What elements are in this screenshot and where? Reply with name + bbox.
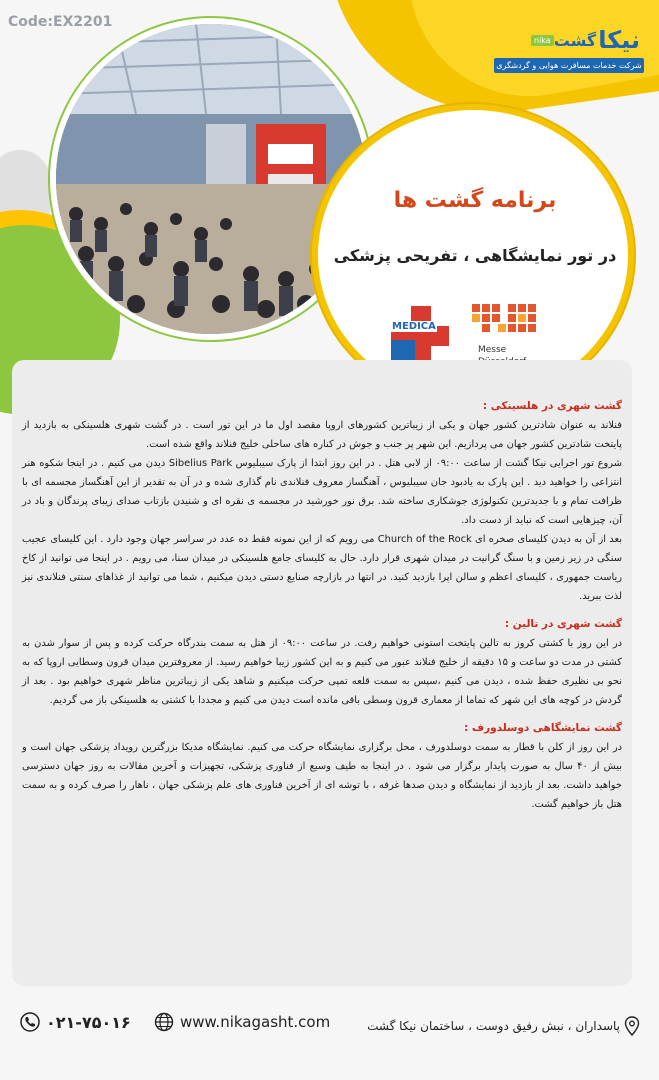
- footer-address: [350, 1016, 640, 1036]
- section-paragraph: در این روز با کشتی کروز به تالین پایتخت استونی خواهیم رفت. در ساعت ۰۹:۰۰ از هتل به سمت بندرگاه حرکت کرده و پس از سوار شدن به کشتی در مدت دو ساعت و ۱۵ دقیقه از خلیج فنلاند عبور می کنیم و به این کشور زیبا خواهیم رسید. از معروفترین میدان قرون وسطایی اروپا که به نحو بی نظیری حفظ شده ، دیدن می کنیم ،سپس به سمت قلعه تمپی حرکت میکنیم و شاهد یکی از زیباترین مناظر شهری خواهیم بود . بعد از گردش در کوچه های این شهر که تماما از معماری قرون وسطی باقی مانده است دیدن می کنیم و مجددا با کشتی به هلسینکی باز می گردیم.: [22, 638, 623, 706]
- logo-word: گشت: [553, 30, 597, 50]
- logo-name: نیکا: [598, 26, 640, 54]
- section-heading-helsinki: گشت شهری در هلسینکی :: [482, 400, 622, 412]
- product-code: Code:EX2201: [8, 14, 113, 30]
- footer-phone[interactable]: [20, 1012, 131, 1032]
- section-paragraph: در این روز از کلن با قطار به سمت دوسلدورف ، محل برگزاری نمایشگاه حرکت می کنیم. نمایشگاه مدیکا بزرگترین رویداد پزشکی جهان است و بیش از ۴۰ سال به صورت پایدار برگزار می شود . در اینجا به طیف وسیع از فناوری پزشکی، تجهیزات و آخرین مقالات به روز جهان دسترسی خواهید داشت. بعد از بازدید از نمایشگاه و دیدن صدها غرفه ، با توشه ای از آخرین فناوری های علم پزشکی جهان ، ناهار را صرف کرده و به سمت هتل باز خواهیم گشت.: [22, 742, 622, 810]
- medica-logo: [391, 306, 449, 364]
- medica-label: MEDICA: [392, 321, 436, 332]
- website-link: www.nikagasht.com: [180, 1013, 331, 1031]
- nikagasht-logo: [494, 22, 644, 80]
- messe-line-1: Messe: [478, 345, 507, 355]
- section-paragraph: بعد از آن به دیدن کلیسای صخره ای Church of the Rock می رویم که از این نمونه فقط ده عدد در سراسر جهان وجود دارد . این کلیسای عجیب سنگی در زیر زمین و با سنگ گرانیت در میدان شهری قرار دارد. حال به کلیسای جامع هلسینکی در میدان سنا، می رویم . در اینجا می توانید از کاخ ریاست جمهوری ، کلیسای اعظم و سالن اپرا بازدید کنید. در انتها در بازارچه صنایع دستی دیدن میکنیم ، شما می توانید از غذاهای سنتی فنلاندی نیز لذت ببرید.: [22, 534, 622, 602]
- globe-icon: [154, 1012, 174, 1032]
- logo-badge: nika: [531, 35, 554, 46]
- medica-cross-icon: [391, 306, 449, 364]
- page-title: برنامه گشت ها: [393, 188, 557, 213]
- itinerary-content: [12, 360, 632, 986]
- logo-wordmark: [494, 22, 644, 58]
- section-heading-duesseldorf: گشت نمایشگاهی دوسلدورف :: [464, 722, 622, 734]
- page-subtitle: در تور نمایشگاهی ، تفریحی پزشکی: [333, 246, 617, 265]
- section-paragraph: شروع تور اجرایی نیکا گشت از ساعت ۰۹:۰۰ از لابی هتل . در این روز ابتدا از پارک سیبلیوس Sibelius Park دیدن می کنیم . در اینجا شکوه هنر انتزاعی را خواهید دید . این پارک به یادبود جان سیبلیوس ، آهنگساز معروف فنلاندی نام گذاری شده و در آن به تقدیر از این آهنگساز مجسمه ای با ظرافت تمام و با جدیدترین تکنولوژی جوشکاری ساخته شد. برق نور خورشید در مجسمه ی نقره ای و شنیدن بازتاب صدای زیبای پرندگان و باد در آن، چیزهایی است که نباید از دست داد.: [22, 458, 622, 526]
- section-heading-tallinn: گشت شهری در تالین :: [504, 618, 622, 630]
- messe-mark-icon: [472, 300, 542, 344]
- phone-number: ۰۲۱-۷۵۰۱۶: [46, 1012, 131, 1032]
- exhibition-hall-illustration: [56, 24, 366, 334]
- address-text: پاسداران ، نبش رفیق دوست ، ساختمان نیکا گشت: [367, 1019, 620, 1033]
- location-pin-icon: [624, 1016, 640, 1036]
- section-paragraph: فنلاند به عنوان شادترین کشور جهان و یکی از زیباترین کشورهای اروپا مقصد اول ما در این تور است . در گشت شهری هلسینکی به بازدید از پایتخت شادترین کشور جهان می پردازیم. این شهر پر جنب و جوش در کناره های ساحلی خلیج فنلاند واقع شده است.: [22, 420, 622, 450]
- logo-tagline: شرکت خدمات مسافرت هوایی و گردشگری: [494, 58, 644, 73]
- footer-website[interactable]: [154, 1012, 330, 1032]
- phone-icon: [20, 1012, 40, 1032]
